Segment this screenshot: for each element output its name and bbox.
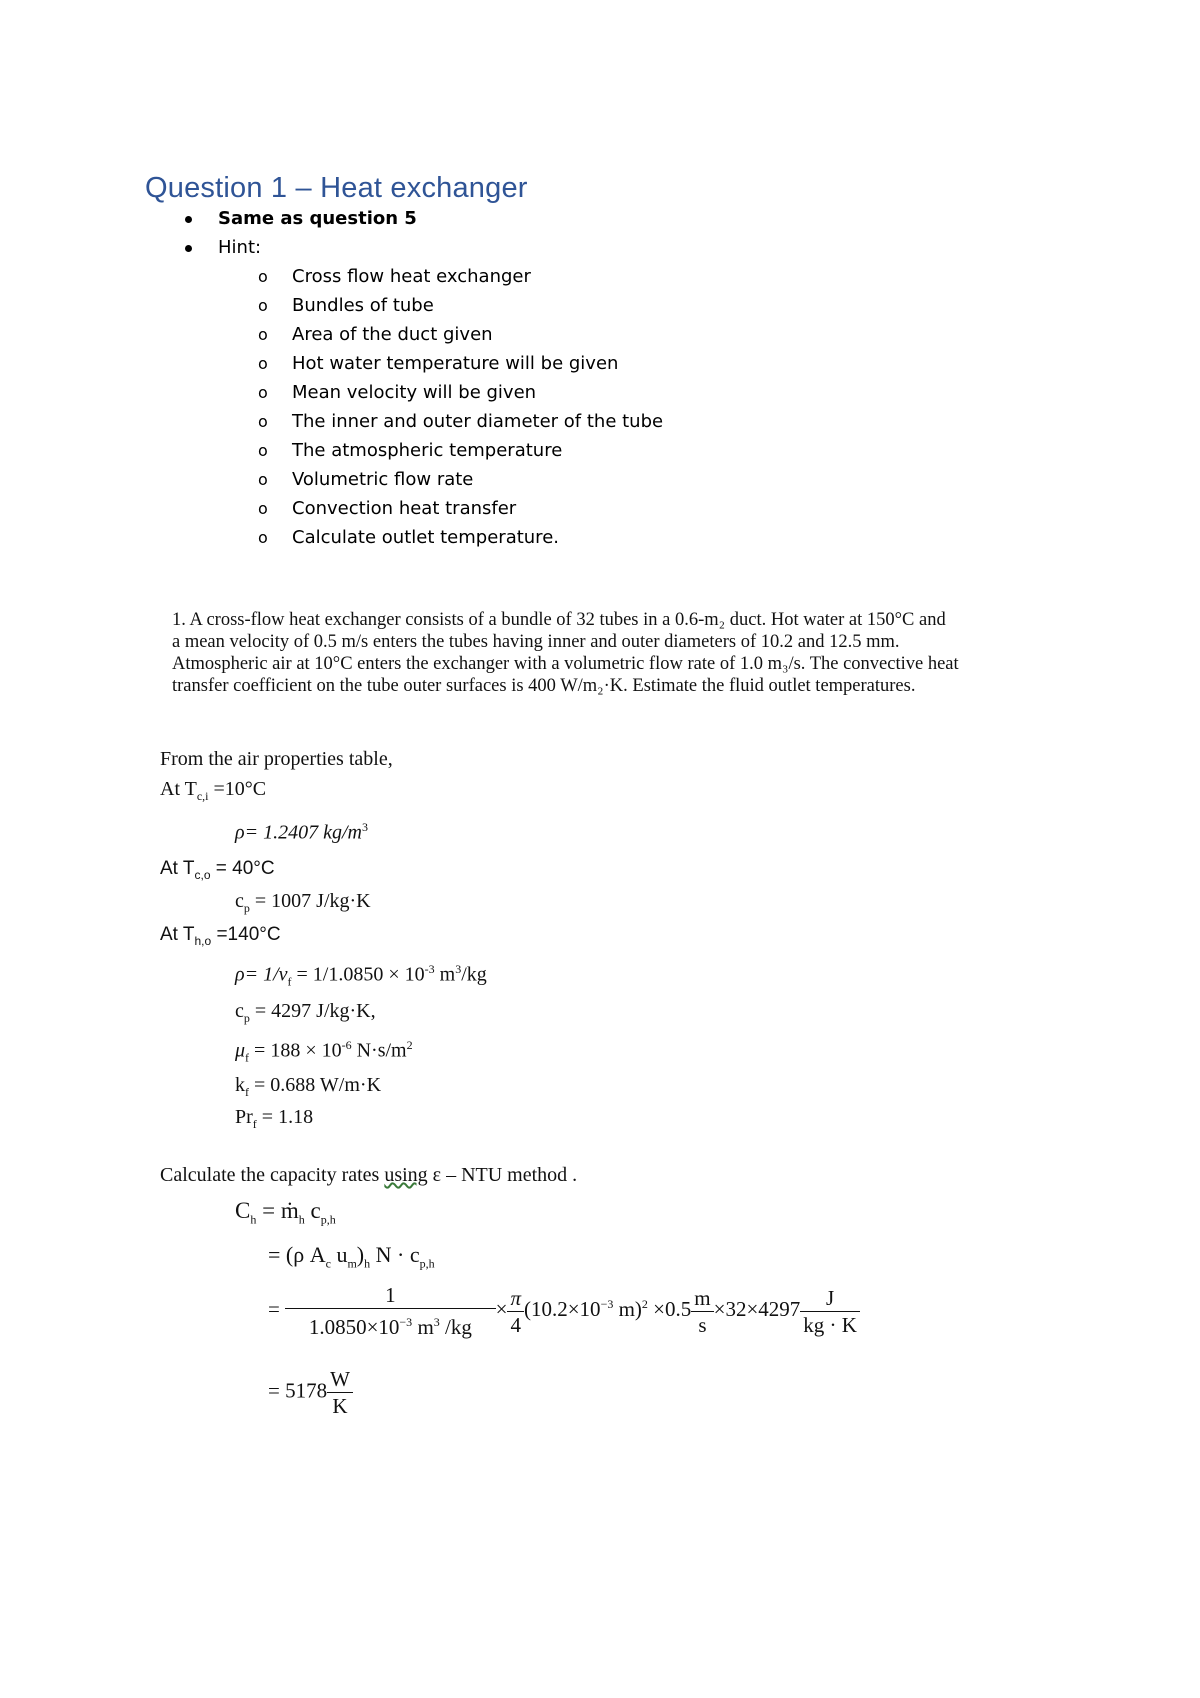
equation-ch-numeric: = $\frac{1}{1.0850\times 10^{-3} m^3 /kg}$ × $\frac{\pi}{4}$ ($10.2\times 10^{-3}$ m)$^2$ ×0.5 $\frac{m}{s}$ ×32×4297 $\frac{J}{kg \cdot K}$ (268, 1282, 860, 1340)
hollow-bullet-icon: o (258, 296, 268, 315)
bullet-dot-icon (185, 216, 192, 223)
problem-line: transfer coefficient on the tube outer surfaces is 400 W/m₂·K. Estimate the fluid outlet temperatures. (172, 676, 916, 696)
hollow-bullet-icon: o (258, 470, 268, 489)
equation-ch-result: = 5178 $\frac{W}{K}$ (268, 1366, 353, 1419)
hint-text: Cross flow heat exchanger (292, 266, 531, 287)
air-inlet-temp: At $T_{c,i} =10^\circ C$ (160, 778, 267, 803)
hint-text: Volumetric flow rate (292, 469, 474, 490)
hollow-bullet-icon: o (258, 267, 268, 286)
water-viscosity: $\mu_f = 188 \times 10^{-6}$ $N\cdot s/m^2$ (235, 1038, 413, 1065)
hollow-bullet-icon: o (258, 412, 268, 431)
hollow-bullet-icon: o (258, 499, 268, 518)
hollow-bullet-icon: o (258, 528, 268, 547)
fraction-w-per-k: $\frac{W}{K}$ (327, 1366, 353, 1419)
fraction-density: $\frac{1}{1.0850\times 10^{-3} m^3 /kg}$ (285, 1282, 496, 1340)
problem-line: a mean velocity of 0.5 m/s enters the tubes having inner and outer diameters of 10.2 and 12.5 mm. (172, 632, 900, 652)
water-specific-heat: $c_p = 4297$ J/kg·K, (235, 1000, 376, 1025)
air-density: ρ= 1.2407 $kg/m^3$ (235, 820, 368, 844)
equation-ch-expanded: = (ρ $A_c$ $u_m)_h$ $N \cdot c_{p,h}$ (268, 1242, 435, 1271)
bullet-text: Same as question 5 (218, 208, 417, 229)
water-prandtl: $Pr_f = 1.18$ (235, 1106, 314, 1131)
water-outlet-temp: At $T_{h,o} =140^\circ C$ (160, 924, 281, 948)
hint-text: The atmospheric temperature (292, 440, 563, 461)
hollow-bullet-icon: o (258, 383, 268, 402)
hint-text: The inner and outer diameter of the tube (292, 411, 664, 432)
water-conductivity: $k_f = 0.688$ W/m·K (235, 1074, 382, 1099)
hollow-bullet-icon: o (258, 354, 268, 373)
hint-text: Bundles of tube (292, 295, 434, 316)
hint-text: Convection heat transfer (292, 498, 517, 519)
bullet-dot-icon (185, 245, 192, 252)
question-heading: Question 1 – Heat exchanger (145, 172, 528, 204)
fraction-pi-over-four: $\frac{\pi}{4}$ (507, 1285, 524, 1338)
hint-text: Calculate outlet temperature. (292, 527, 559, 548)
hollow-bullet-icon: o (258, 441, 268, 460)
hint-text: Area of the duct given (292, 324, 493, 345)
water-density: $\rho= 1/v_f = 1/1.0850 \times 10^{-3}$ $m^3/kg$ (235, 962, 487, 989)
air-outlet-temp: At $T_{c,o} = 40^\circ C$ (160, 858, 275, 882)
hint-text: Hot water temperature will be given (292, 353, 619, 374)
capacity-rates-intro: Calculate the capacity rates using ε – NTU method . (160, 1164, 578, 1186)
problem-line: Atmospheric air at 10°C enters the exchanger with a volumetric flow rate of 1.0 m₃/s. The convective heat (172, 654, 959, 674)
solution-intro: From the air properties table, (160, 748, 393, 770)
air-specific-heat: $c_p = 1007$ J/kg·K (235, 890, 371, 915)
equation-ch: $C_h$ = ṁ$_h$ $c_{p,h}$ (235, 1198, 336, 1227)
problem-line: 1. A cross-flow heat exchanger consists of a bundle of 32 tubes in a 0.6-m₂ duct. Hot water at 150°C and (172, 610, 946, 630)
fraction-m-per-s: $\frac{m}{s}$ (691, 1285, 713, 1338)
hollow-bullet-icon: o (258, 325, 268, 344)
hint-text: Mean velocity will be given (292, 382, 537, 403)
fraction-j-per-kgk: $\frac{J}{kg \cdot K}$ (800, 1285, 860, 1338)
bullet-text: Hint: (218, 237, 262, 258)
